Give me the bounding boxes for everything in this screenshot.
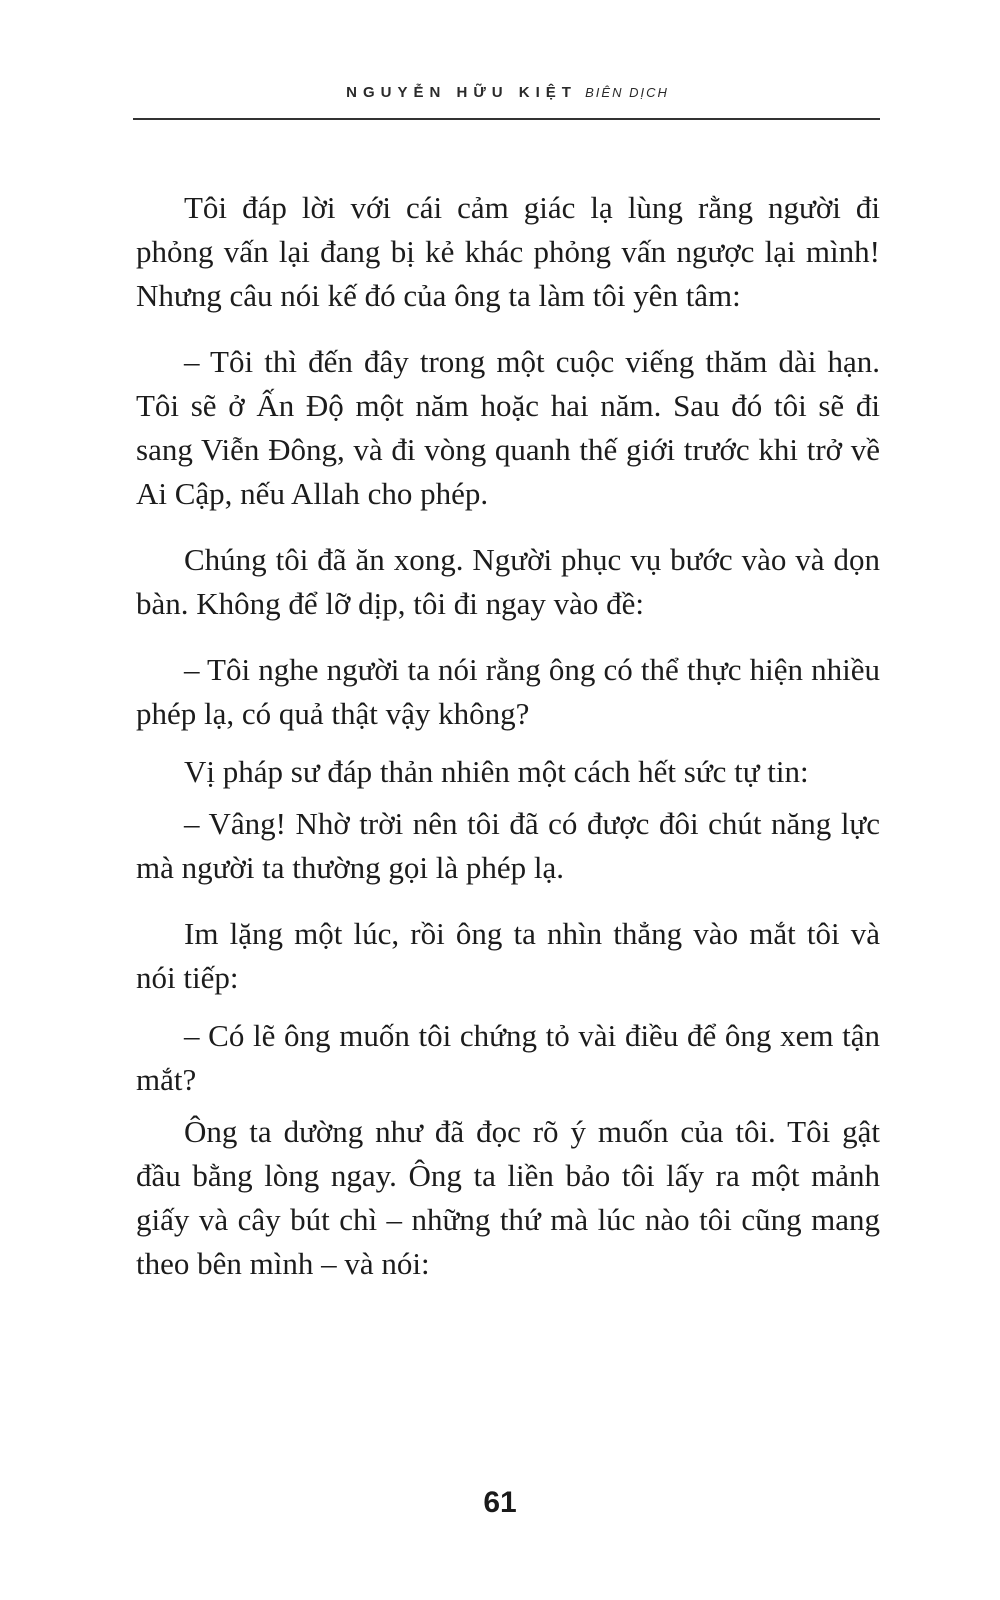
paragraph: – Vâng! Nhờ trời nên tôi đã có được đôi chút năng lực mà người ta thường gọi là phép lạ.: [136, 806, 880, 885]
body-text: [136, 186, 880, 1286]
paragraph: – Tôi nghe người ta nói rằng ông có thể thực hiện nhiều phép lạ, có quả thật vậy không?: [136, 652, 880, 731]
header-author: NGUYỄN HỮU KIỆT: [346, 84, 577, 101]
header-role: BIÊN DỊCH: [585, 85, 669, 100]
running-header: [135, 84, 880, 101]
header-rule: [133, 118, 880, 120]
page-number: 61: [483, 1486, 517, 1519]
paragraph: Ông ta dường như đã đọc rõ ý muốn của tôi. Tôi gật đầu bằng lòng ngay. Ông ta liền bảo tôi lấy ra một mảnh giấy và cây bút chì – những thứ mà lúc nào tôi cũng mang theo bên mình – và nói:: [136, 1114, 880, 1281]
paragraph: Vị pháp sư đáp thản nhiên một cách hết sức tự tin:: [184, 754, 809, 789]
paragraph: Tôi đáp lời với cái cảm giác lạ lùng rằng người đi phỏng vấn lại đang bị kẻ khác phỏng vấn ngược lại mình! Nhưng câu nói kế đó của ông ta làm tôi yên tâm:: [136, 190, 880, 313]
paragraph: – Tôi thì đến đây trong một cuộc viếng thăm dài hạn. Tôi sẽ ở Ấn Độ một năm hoặc hai năm. Sau đó tôi sẽ đi sang Viễn Đông, và đi vòng quanh thế giới trước khi trở về Ai Cập, nếu Allah cho phép.: [136, 344, 880, 511]
paragraph: – Có lẽ ông muốn tôi chứng tỏ vài điều để ông xem tận mắt?: [136, 1018, 880, 1097]
paragraph: Im lặng một lúc, rồi ông ta nhìn thẳng vào mắt tôi và nói tiếp:: [136, 916, 880, 995]
paragraph: Chúng tôi đã ăn xong. Người phục vụ bước vào và dọn bàn. Không để lỡ dịp, tôi đi ngay vào đề:: [136, 542, 880, 621]
